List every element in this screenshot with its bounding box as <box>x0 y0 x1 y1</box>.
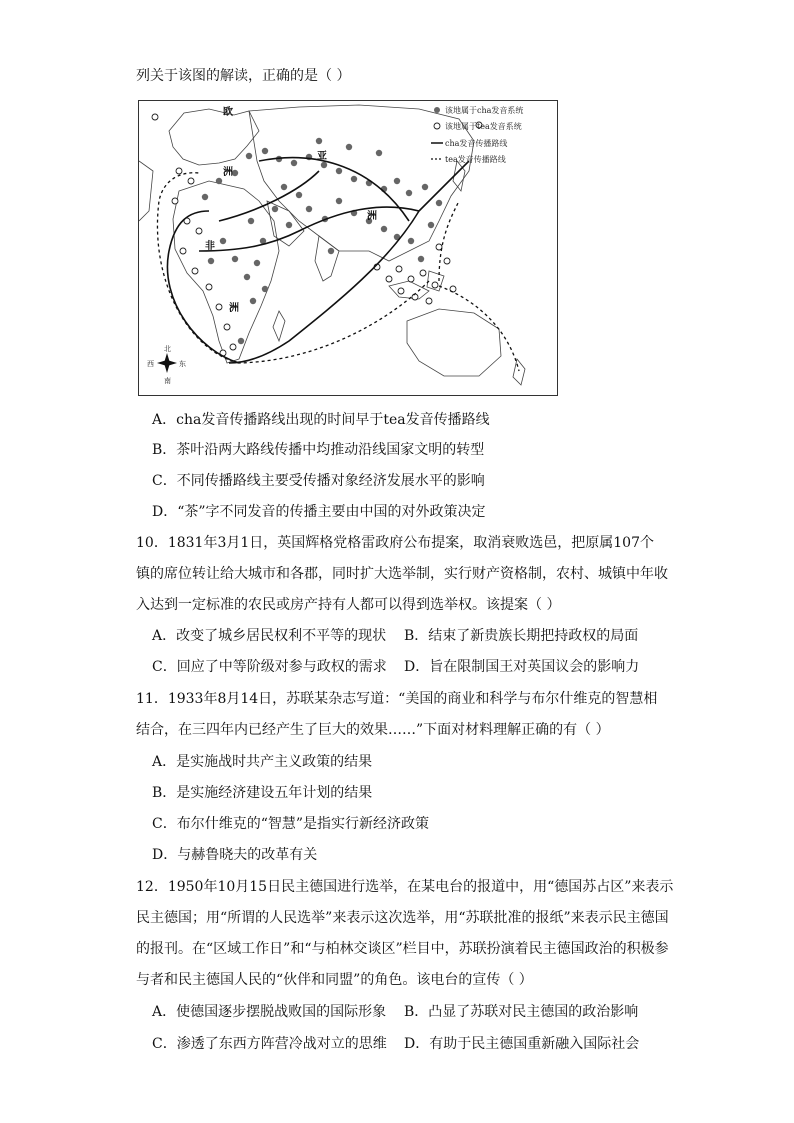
q12-stem-line-3: 的报刊。在“区域工作日”和“与柏林交谈区”栏目中，苏联扮演着民主德国政治的积极参 <box>136 941 669 957</box>
q10-option-a[interactable]: A．改变了城乡居民权利不平等的现状 <box>152 628 387 644</box>
q9-option-c[interactable]: C．不同传播路线主要受传播对象经济发展水平的影响 <box>152 473 485 489</box>
q10-stem-line-3: 入达到一定标准的农民或房产持有人都可以得到选举权。该提案（ ） <box>136 597 561 613</box>
label-africa-1: 非 <box>205 241 215 252</box>
compass-north: 北 <box>164 345 171 353</box>
label-asia-2: 洲 <box>367 211 377 222</box>
q12-stem-line-4: 与者和民主德国人民的“伙伴和同盟”的角色。该电台的宣传（ ） <box>136 972 533 988</box>
map-legend <box>431 105 523 164</box>
label-europe-2: 洲 <box>223 167 233 178</box>
q9-stem: 列关于该图的解读，正确的是（ ） <box>136 68 351 84</box>
q11-option-d[interactable]: D．与赫鲁晓夫的改革有关 <box>152 847 318 863</box>
q10-stem-line-2: 镇的席位转让给大城市和各郡，同时扩大选举制，实行财产资格制，农村、城镇中年收 <box>136 566 668 582</box>
q9-option-b[interactable]: B．茶叶沿两大路线传播中均推动沿线国家文明的转型 <box>152 442 485 458</box>
legend-tea-dot <box>434 123 440 129</box>
compass-south: 南 <box>164 377 171 385</box>
legend-cha-place: 该地属于cha发音系统 <box>445 106 524 115</box>
q11-stem-line-2: 结合，在三四年内已经产生了巨大的效果……”下面对材料理解正确的有（ ） <box>136 722 610 738</box>
q9-option-d[interactable]: D．“茶”字不同发音的传播主要由中国的对外政策决定 <box>152 504 486 520</box>
q11-option-b[interactable]: B．是实施经济建设五年计划的结果 <box>152 785 373 801</box>
q10-option-b[interactable]: B．结束了新贵族长期把持政权的局面 <box>404 628 639 644</box>
q11-option-a[interactable]: A．是实施战时共产主义政策的结果 <box>152 754 373 770</box>
label-europe-1: 欧 <box>223 107 233 118</box>
q12-option-a[interactable]: A．使德国逐步摆脱战败国的国际形象 <box>152 1004 387 1020</box>
q12-option-d[interactable]: D．有助于民主德国重新融入国际社会 <box>404 1036 640 1052</box>
compass-west: 西 <box>147 360 154 368</box>
q12-option-c[interactable]: C．渗透了东西方阵营冷战对立的思维 <box>152 1036 387 1052</box>
q12-stem-line-2: 民主德国；用“所谓的人民选举”来表示这次选举，用“苏联批准的报纸”来表示民主德国 <box>136 910 669 926</box>
compass-east: 东 <box>179 360 186 368</box>
q12-option-b[interactable]: B．凸显了苏联对民主德国的政治影响 <box>404 1004 639 1020</box>
q12-stem-line-1: 12．1950年10月15日民主德国进行选举，在某电台的报道中，用“德国苏占区”来表示 <box>136 879 674 895</box>
tea-spread-map <box>138 100 558 396</box>
map-svg <box>139 101 557 395</box>
label-africa-2: 洲 <box>229 303 239 314</box>
legend-cha-dot <box>434 107 440 113</box>
label-asia-1: 亚 <box>317 151 327 162</box>
q11-option-c[interactable]: C．布尔什维克的“智慧”是指实行新经济政策 <box>152 816 430 832</box>
legend-tea-place: 该地属于tea发音系统 <box>445 122 522 131</box>
legend-tea-route: tea发音传播路线 <box>445 155 506 164</box>
q10-option-c[interactable]: C．回应了中等阶级对参与政权的需求 <box>152 659 387 675</box>
compass-rose <box>147 344 186 385</box>
compass-arrow-ew <box>157 360 177 366</box>
q11-stem-line-1: 11．1933年8月14日，苏联某杂志写道：“美国的商业和科学与布尔什维克的智慧相 <box>136 691 658 707</box>
q10-stem-line-1: 10．1831年3月1日，英国辉格党格雷政府公布提案，取消衰败选邑，把原属107个 <box>136 535 654 551</box>
q9-option-a[interactable]: A．cha发音传播路线出现的时间早于tea发音传播路线 <box>152 412 490 428</box>
q10-option-d[interactable]: D．旨在限制国王对英国议会的影响力 <box>404 659 640 675</box>
legend-cha-route: cha发音传播路线 <box>445 139 508 148</box>
